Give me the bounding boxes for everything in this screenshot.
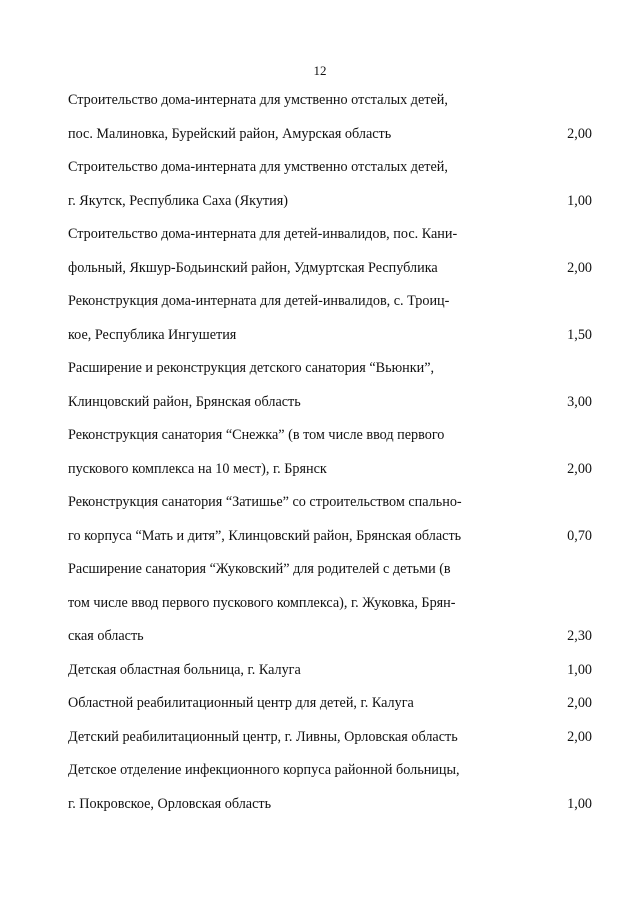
entry-amount: 1,00 xyxy=(567,192,592,209)
entry-text: Детское отделение инфекционного корпуса районной больницы, xyxy=(68,762,460,778)
entry-line xyxy=(68,218,592,252)
list-item xyxy=(68,654,592,688)
entry-text: Детская областная больница, г. Калуга xyxy=(68,661,301,678)
entry-line xyxy=(68,285,592,319)
entry-text: кое, Республика Ингушетия xyxy=(68,326,237,343)
entry-text: го корпуса “Мать и дитя”, Клинцовский район, Брянская область xyxy=(68,527,462,544)
list-item xyxy=(68,352,592,419)
entry-text: Расширение и реконструкция детского санатория “Вьюнки”, xyxy=(68,360,435,376)
list-item xyxy=(68,687,592,721)
entry-line xyxy=(68,352,592,386)
entry-line xyxy=(68,84,592,118)
entry-amount: 0,70 xyxy=(567,527,592,544)
entry-text: фольный, Якшур-Бодьинский район, Удмуртская Республика xyxy=(68,259,438,276)
entry-text: ская область xyxy=(68,628,144,644)
entry-line xyxy=(68,654,592,688)
entry-line xyxy=(68,151,592,185)
entry-amount: 1,00 xyxy=(567,661,592,678)
entry-line xyxy=(68,754,592,788)
entry-line xyxy=(68,687,592,721)
list-item xyxy=(68,218,592,285)
entry-text: Областной реабилитационный центр для детей, г. Калуга xyxy=(68,695,414,711)
list-item xyxy=(68,285,592,352)
entry-text: Реконструкция санатория “Снежка” (в том числе ввод первого xyxy=(68,427,445,443)
list-item xyxy=(68,486,592,553)
entry-text: Реконструкция санатория “Затишье” со строительством спально- xyxy=(68,494,462,510)
list-item xyxy=(68,151,592,218)
entry-line xyxy=(68,553,592,587)
entry-text: Строительство дома-интерната для детей-инвалидов, пос. Кани- xyxy=(68,226,458,242)
entry-amount: 2,00 xyxy=(567,460,592,477)
entry-line xyxy=(68,453,592,487)
entry-amount: 2,00 xyxy=(567,125,592,142)
entry-line xyxy=(68,486,592,520)
entry-amount: 1,50 xyxy=(567,326,592,343)
entry-amount: 2,00 xyxy=(567,728,592,745)
entry-line xyxy=(68,721,592,755)
entry-line xyxy=(68,788,592,822)
entry-text: г. Якутск, Республика Саха (Якутия) xyxy=(68,192,288,209)
entry-text: Клинцовский район, Брянская область xyxy=(68,393,301,410)
entry-amount: 2,30 xyxy=(567,628,592,644)
entry-line xyxy=(68,185,592,219)
list-item xyxy=(68,754,592,821)
entry-line xyxy=(68,620,592,654)
entry-text: Расширение санатория “Жуковский” для родителей с детьми (в xyxy=(68,561,451,577)
entry-line xyxy=(68,419,592,453)
page-number: 12 xyxy=(313,63,327,78)
list-item xyxy=(68,553,592,654)
entry-line xyxy=(68,252,592,286)
entry-text: Строительство дома-интерната для умственно отсталых детей, xyxy=(68,159,448,175)
entry-line xyxy=(68,118,592,152)
entry-amount: 3,00 xyxy=(567,393,592,410)
entry-text: Строительство дома-интерната для умственно отсталых детей, xyxy=(68,92,448,108)
entry-text: пускового комплекса на 10 мест), г. Брянск xyxy=(68,460,327,477)
entry-text: Реконструкция дома-интерната для детей-инвалидов, с. Троиц- xyxy=(68,293,450,309)
entry-text: Детский реабилитационный центр, г. Ливны, Орловская область xyxy=(68,728,458,745)
entry-line xyxy=(68,319,592,353)
entry-line xyxy=(68,520,592,554)
entry-line xyxy=(68,587,592,621)
entry-text: г. Покровское, Орловская область xyxy=(68,795,272,812)
list-item xyxy=(68,721,592,755)
entry-list xyxy=(68,84,592,821)
entry-text: том числе ввод первого пускового комплекса), г. Жуковка, Брян- xyxy=(68,594,456,611)
entry-amount: 2,00 xyxy=(567,695,592,711)
entry-amount: 1,00 xyxy=(567,795,592,812)
entry-text: пос. Малиновка, Бурейский район, Амурская область xyxy=(68,125,392,142)
list-item xyxy=(68,419,592,486)
entry-amount: 2,00 xyxy=(567,259,592,276)
list-item xyxy=(68,84,592,151)
entry-line xyxy=(68,386,592,420)
